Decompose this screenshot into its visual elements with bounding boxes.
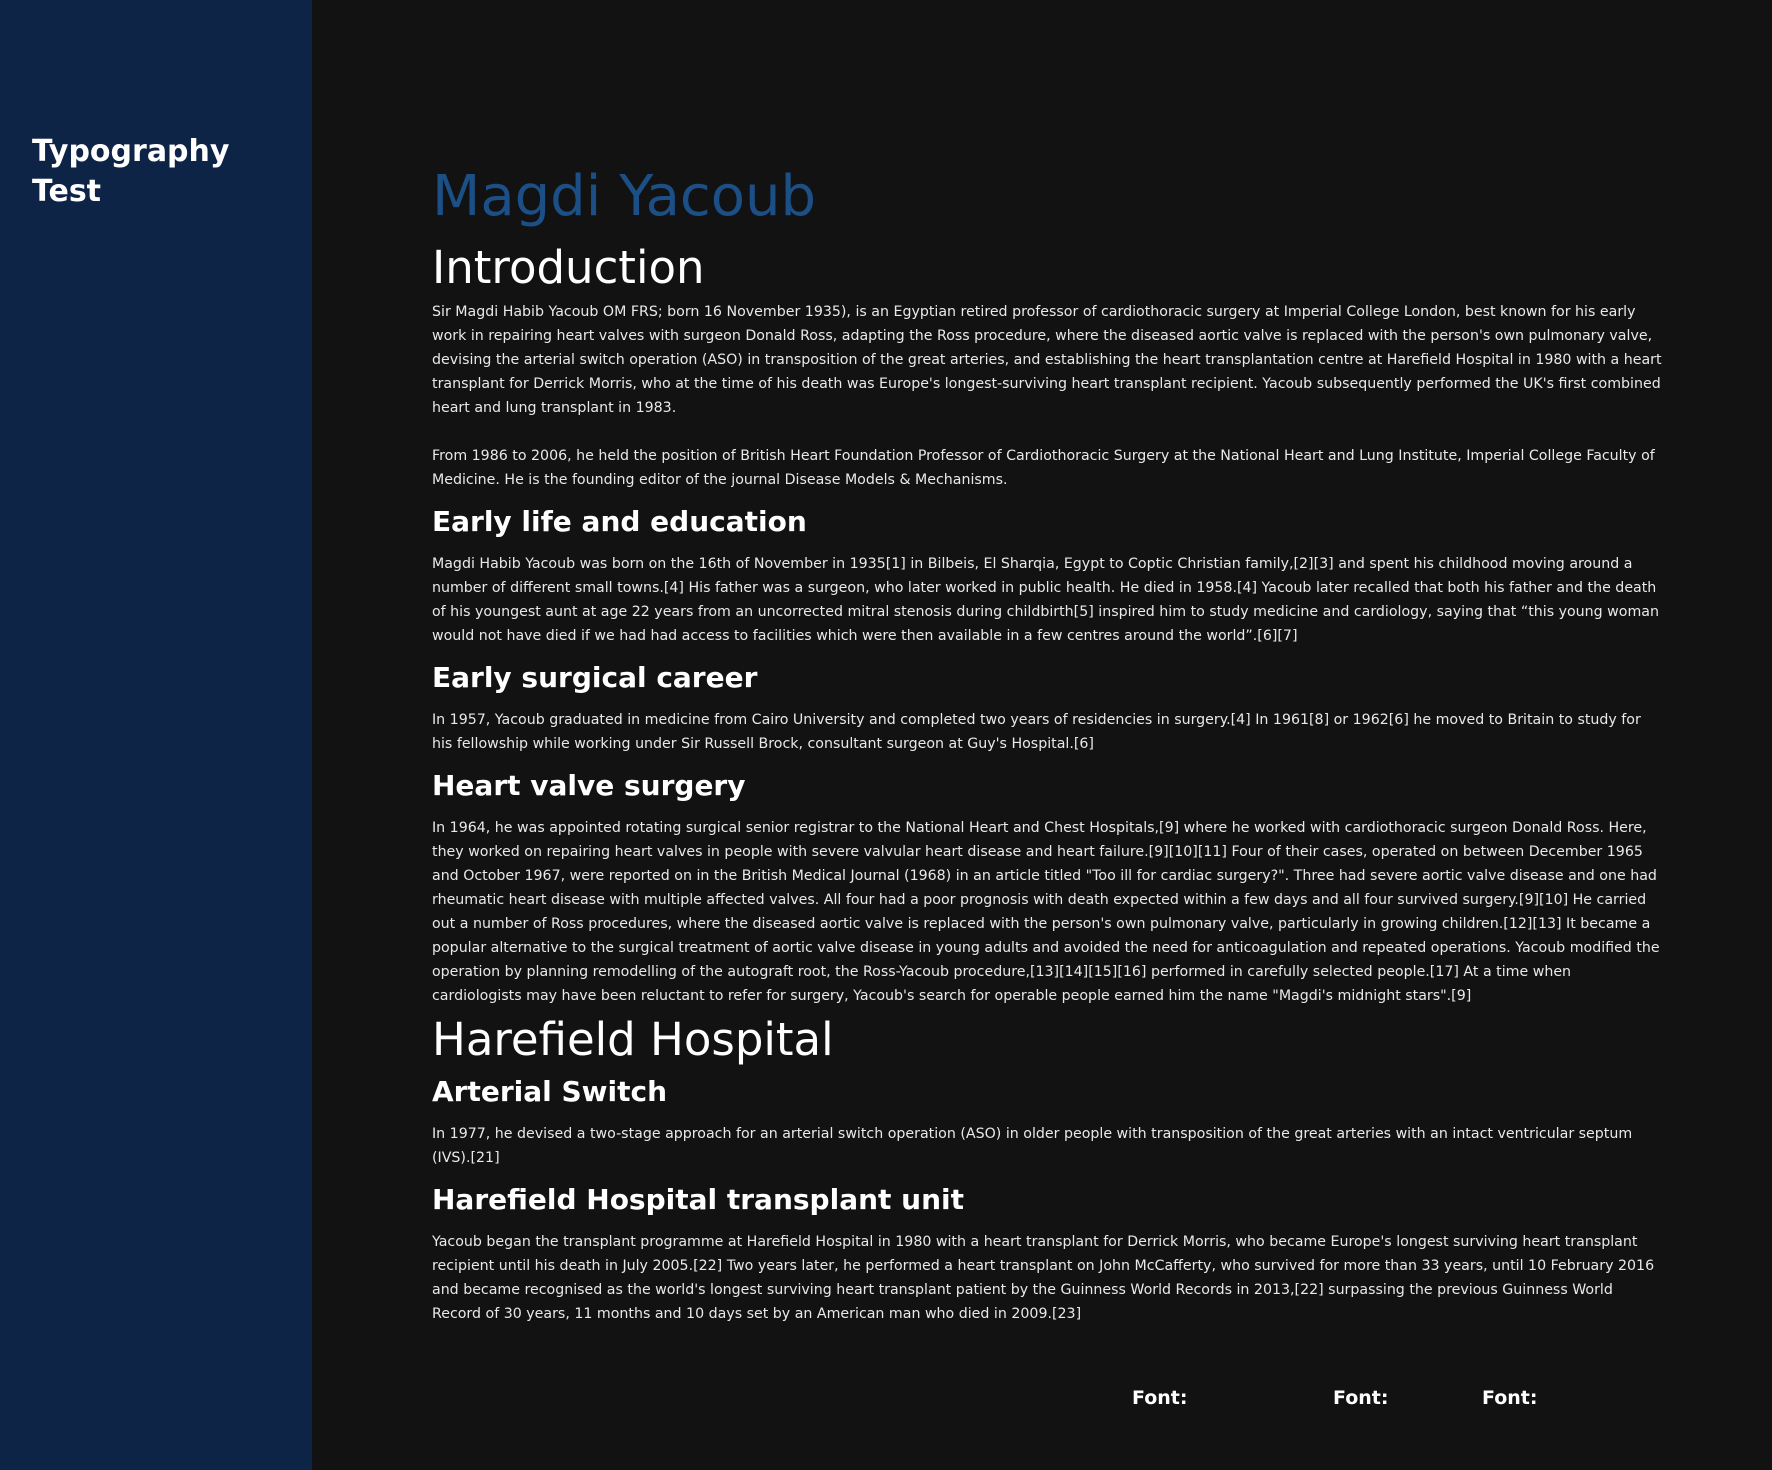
paragraph-heart-valve: In 1964, he was appointed rotating surgical senior registrar to the National Heart and Chest Hospitals,[9] where he worked with cardiothoracic surgeon Donald Ross. Here, they worked on repairing heart valves in people with severe valvular heart disease and heart failure.[9][10][11] Four of their cases, operated on between December 1965 and October 1967, were reported on in the British Medical Journal (1968) in an article titled "Too ill for cardiac surgery?". Three had severe aortic valve disease and one had rheumatic heart disease with multiple affected valves. All four had a poor prognosis with death expected within a few days and all four survived surgery.[9][10] He carried out a number of Ross procedures, where the diseased aortic valve is replaced with the person's own pulmonary valve, particularly in growing children.[12][13] It became a popular alternative to the surgical treatment of aortic valve disease in young adults and avoided the need for anticoagulation and repeated operations. Yacoub modified the operation by planning remodelling of the autograft root, the Ross-Yacoub procedure,[13][14][15][16] performed in carefully selected people.[17] At a time when cardiologists may have been reluctant to refer for surgery, Yacoub's search for operable people earned him the name "Magdi's midnight stars".[9] [432,820,1660,1004]
paragraph-transplant-unit: Yacoub began the transplant programme at Harefield Hospital in 1980 with a heart transplant for Derrick Morris, who became Europe's longest surviving heart transplant recipient until his death in July 2005.[22] Two years later, he performed a heart transplant on John McCafferty, who survived for more than 33 years, until 10 February 2016 and became recognised as the world's longest surviving heart transplant patient by the Guinness World Records in 2013,[22] surpassing the previous Guinness World Record of 30 years, 11 months and 10 days set by an American man who died in 2009.[23] [432,1234,1655,1322]
paragraph-early-career: In 1957, Yacoub graduated in medicine from Cairo University and completed two years of residencies in surgery.[4] In 1961[8] or 1962[6] he moved to Britain to study for his fellowship while working under Sir Russell Brock, consultant surgeon at Guy's Hospital.[6] [432,712,1641,752]
heading-early-career: Early surgical career [432,661,758,694]
sidebar-title-line-1: Typography [32,134,230,169]
heading-introduction: Introduction [432,241,705,294]
font-label-3: Font: [1482,1387,1538,1409]
sidebar [0,0,312,1470]
heading-arterial-switch: Arterial Switch [432,1075,668,1108]
paragraph-introduction-2: From 1986 to 2006, he held the position of British Heart Foundation Professor of Cardiothoracic Surgery at the National Heart and Lung Institute, Imperial College Faculty of Medicine. He is the founding editor of the journal Disease Models & Mechanisms. [432,448,1655,488]
section-early-career [432,658,1664,756]
sidebar-title-line-2: Test [32,174,102,209]
sidebar-title [32,132,292,212]
font-label-2: Font: [1333,1387,1389,1409]
paragraph-introduction-1: Sir Magdi Habib Yacoub OM FRS; born 16 November 1935), is an Egyptian retired professor of cardiothoracic surgery at Imperial College London, best known for his early work in repairing heart valves with surgeon Donald Ross, adapting the Ross procedure, where the diseased aortic valve is replaced with the person's own pulmonary valve, devising the arterial switch operation (ASO) in transposition of the great arteries, and establishing the heart transplantation centre at Harefield Hospital in 1980 with a heart transplant for Derrick Morris, who at the time of his death was Europe's longest-surviving heart transplant recipient. Yacoub subsequently performed the UK's first combined heart and lung transplant in 1983. [432,304,1662,416]
paragraph-arterial-switch: In 1977, he devised a two-stage approach for an arterial switch operation (ASO) in older people with transposition of the great arteries with an intact ventricular septum (IVS).[21] [432,1126,1633,1166]
heading-heart-valve: Heart valve surgery [432,769,746,802]
section-harefield [432,1008,1664,1326]
article [432,158,1664,1326]
heading-transplant-unit: Harefield Hospital transplant unit [432,1183,964,1216]
font-label-1: Font: [1132,1387,1188,1409]
section-introduction [432,236,1664,492]
heading-early-life: Early life and education [432,505,807,538]
section-heart-valve [432,766,1664,1008]
font-footer [0,1384,1772,1414]
page-title: Magdi Yacoub [432,164,816,229]
paragraph-early-life: Magdi Habib Yacoub was born on the 16th of November in 1935[1] in Bilbeis, El Sharqia, Egypt to Coptic Christian family,[2][3] and spent his childhood moving around a number of different small towns.[4] His father was a surgeon, who later worked in public health. He died in 1958.[4] Yacoub later recalled that both his father and the death of his youngest aunt at age 22 years from an uncorrected mitral stenosis during childbirth[5] inspired him to study medicine and cardiology, saying that “this young woman would not have died if we had had access to facilities which were then available in a few centres around the world”.[6][7] [432,556,1659,644]
heading-harefield: Harefield Hospital [432,1013,834,1066]
section-early-life [432,502,1664,648]
